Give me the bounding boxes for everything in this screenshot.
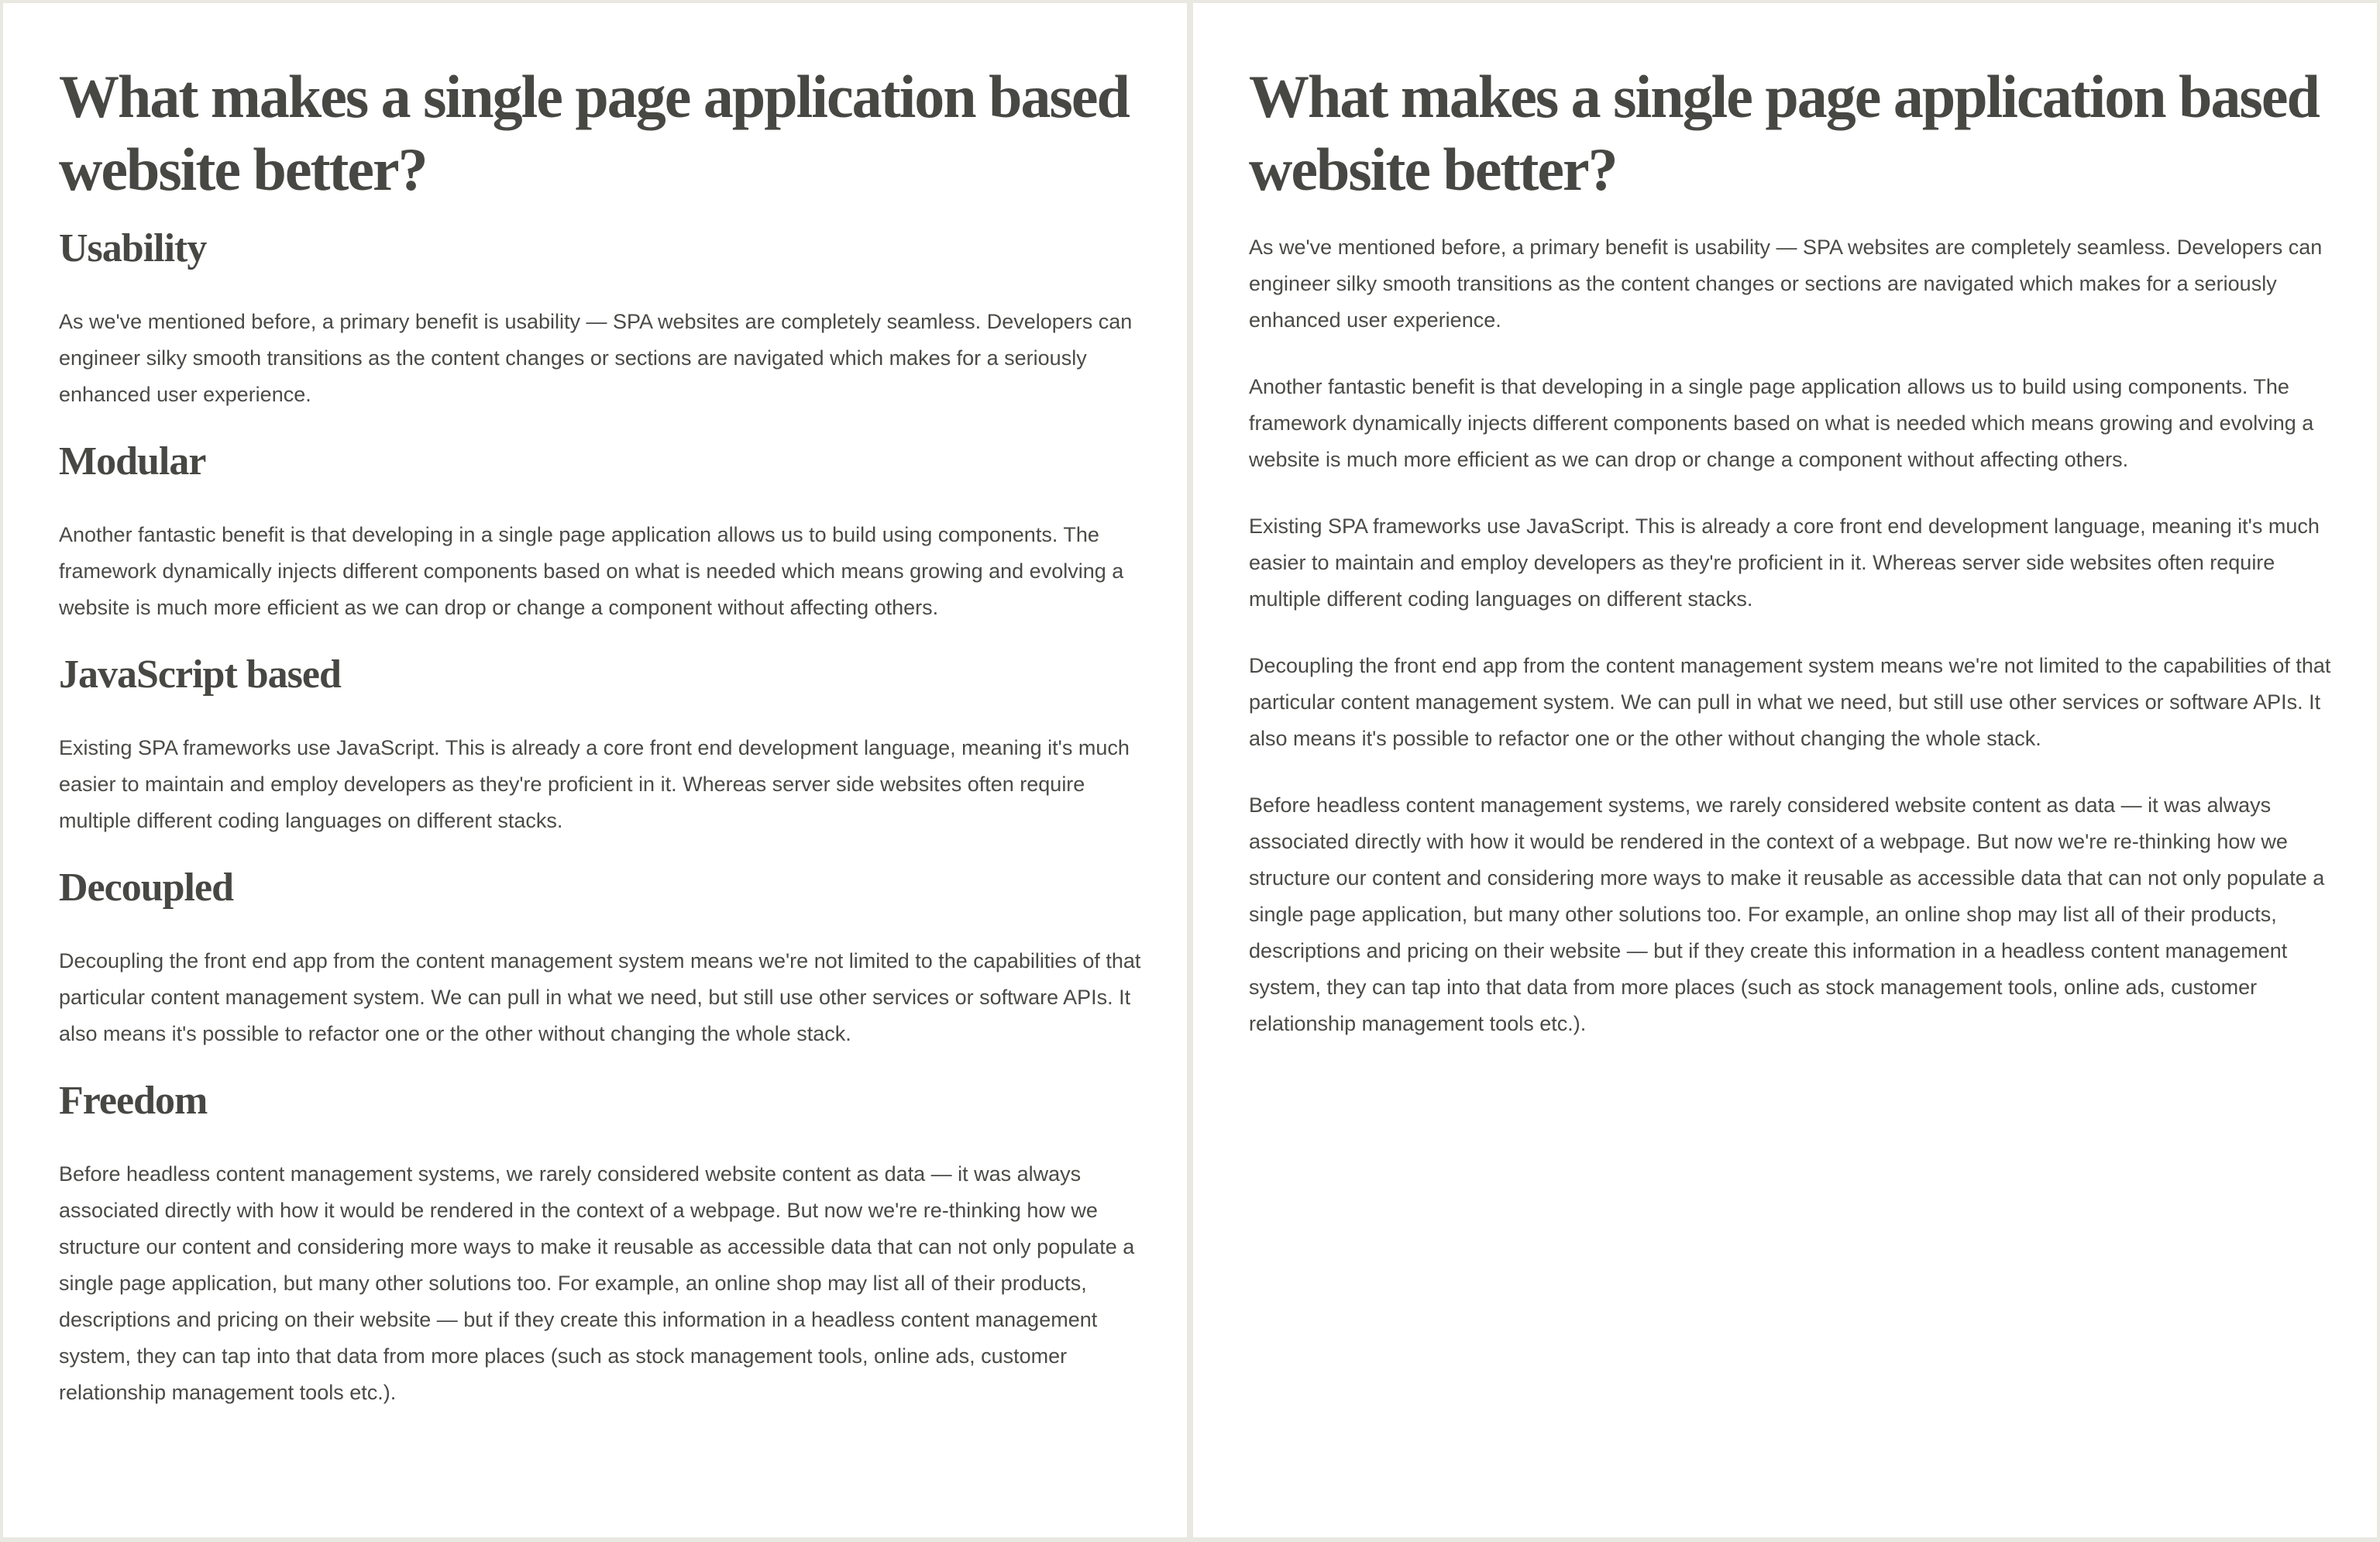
article-without-headings-panel <box>1193 3 2377 1537</box>
page-title: What makes a single page application based website better? <box>1249 63 2319 203</box>
section-heading-usability: Usability <box>59 226 207 270</box>
paragraph-modular: Another fantastic benefit is that developing in a single page application allows us to build using components. The framework dynamically injects different components based on what is needed which means growing and evolving a website is much more efficient as we can drop or change a component without affecting others. <box>1249 375 2314 471</box>
paragraph-decoupled: Decoupling the front end app from the content management system means we're not limited to the capabilities of that particular content management system. We can pull in what we need, but still use other services or software APIs. It also means it's possible to refactor one or the other without changing the whole stack. <box>1249 654 2331 750</box>
paragraph-usability: As we've mentioned before, a primary benefit is usability — SPA websites are completely seamless. Developers can engineer silky smooth transitions as the content changes or sections are navigated which makes for a seriously enhanced user experience. <box>1249 236 2323 332</box>
article-with-headings-panel <box>3 3 1187 1537</box>
section-text-modular: Another fantastic benefit is that developing in a single page application allows us to build using components. The framework dynamically injects different components based on what is needed which means growing and evolving a website is much more efficient as we can drop or change a component without affecting others. <box>59 523 1124 619</box>
section-heading-javascript: JavaScript based <box>59 652 341 697</box>
paragraph-freedom: Before headless content management systems, we rarely considered website content as data — it was always associated directly with how it would be rendered in the context of a webpage. But now we're re-thinking how we structure our content and considering more ways to make it reusable as accessible data that can not only populate a single page application, but many other solutions too. For example, an online shop may list all of their products, descriptions and pricing on their website — but if they create this information in a headless content management system, they can tap into that data from more places (such as stock management tools, online ads, customer relationship management tools etc.). <box>1249 793 2325 1035</box>
section-text-javascript: Existing SPA frameworks use JavaScript. This is already a core front end development language, meaning it's much easier to maintain and employ developers as they're proficient in it. Whereas server side websites often require multiple different coding languages on different stacks. <box>59 736 1130 832</box>
section-text-freedom: Before headless content management systems, we rarely considered website content as data — it was always associated directly with how it would be rendered in the context of a webpage. But now we're re-thinking how we structure our content and considering more ways to make it reusable as accessible data that can not only populate a single page application, but many other solutions too. For example, an online shop may list all of their products, descriptions and pricing on their website — but if they create this information in a headless content management system, they can tap into that data from more places (such as stock management tools, online ads, customer relationship management tools etc.). <box>59 1162 1135 1404</box>
section-heading-freedom: Freedom <box>59 1079 208 1123</box>
section-heading-decoupled: Decoupled <box>59 866 233 910</box>
paragraph-javascript: Existing SPA frameworks use JavaScript. This is already a core front end development language, meaning it's much easier to maintain and employ developers as they're proficient in it. Whereas server side websites often require multiple different coding languages on different stacks. <box>1249 515 2320 611</box>
section-heading-modular: Modular <box>59 439 206 484</box>
page-title: What makes a single page application based website better? <box>59 63 1129 203</box>
section-text-usability: As we've mentioned before, a primary benefit is usability — SPA websites are completely seamless. Developers can engineer silky smooth transitions as the content changes or sections are navigated which makes for a seriously enhanced user experience. <box>59 310 1133 406</box>
section-text-decoupled: Decoupling the front end app from the content management system means we're not limited to the capabilities of that particular content management system. We can pull in what we need, but still use other services or software APIs. It also means it's possible to refactor one or the other without changing the whole stack. <box>59 949 1141 1045</box>
